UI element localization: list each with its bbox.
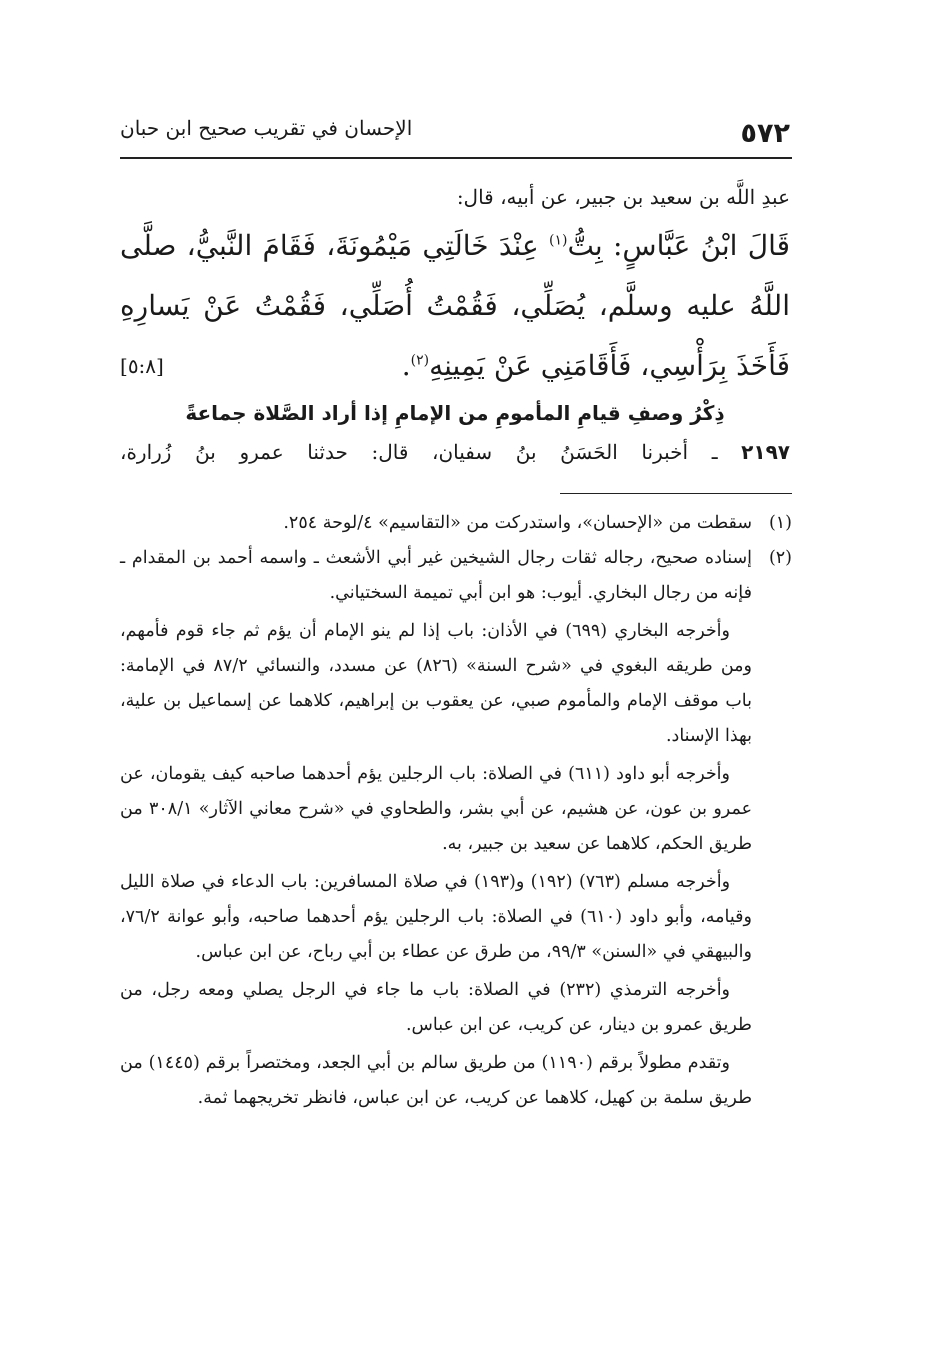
chapter-heading: ذِكْرُ وصفِ قيامِ المأمومِ من الإمامِ إذا أراد الصَّلاة جماعةً xyxy=(185,401,725,425)
chain-of-narration: عبدِ اللَّه بن سعيد بن جبير، عن أبيه، قال: xyxy=(456,185,790,209)
hadith-end: . xyxy=(401,349,411,382)
hadith-text-part2: عِنْدَ خَالَتِي مَيْمُونَةَ، فَقَامَ النَّبيُّ، صلَّى اللَّهُ عليه وسلَّم، يُصَلِّي، فَقُمْتُ أُصَلِّي، فَقُمْتُ عَنْ يَسارِهِ فَأَخَذَ بِرَأْسِي، فَأَقَامَنِي عَنْ يَمِينِهِ xyxy=(120,229,790,382)
main-text xyxy=(120,180,790,474)
hadith-text-part1: قَالَ ابْنُ عَبَّاسٍ: بِتُّ xyxy=(567,229,790,262)
next-hadith xyxy=(120,430,790,474)
hadith-reference: [٥:٨] xyxy=(120,354,164,378)
footnote-marker-2: (٢) xyxy=(768,548,792,568)
footnotes xyxy=(120,506,792,1116)
footnote-ref-2: (٢) xyxy=(410,352,430,369)
footnote-2 xyxy=(120,541,792,1116)
footnote-1-text: سقطت من «الإحسان»، واستدركت من «التقاسيم» ٤/لوحة ٢٥٤. xyxy=(283,513,752,533)
page-header xyxy=(120,112,790,156)
footnote-ref-1: (١) xyxy=(548,232,568,249)
footnote-paragraph: وأخرجه مسلم (٧٦٣) (١٩٢) و(١٩٣) في صلاة المسافرين: باب الدعاء في صلاة الليل وقيامه، وأبو داود (٦١٠) في الصلاة: باب الرجلين يؤم أحدهما صاحبه، وأبو عوانة ٧٦/٢، والبيهقي في «السنن» ٩٩/٣، من طرق عن عطاء بن أبي رباح، عن ابن عباس. xyxy=(120,872,752,962)
footnote-paragraph: إسناده صحيح، رجاله ثقات رجال الشيخين غير أبي الأشعث ـ واسمه أحمد بن المقدام ـ فإنه من رجال البخاري. أيوب: هو ابن أبي تميمة السختياني. xyxy=(120,548,752,603)
hadith-text xyxy=(120,216,790,396)
footnote-paragraph: وتقدم مطولاً برقم (١١٩٠) من طريق سالم بن أبي الجعد، ومختصراً برقم (١٤٤٥) من طريق سلمة بن كهيل، كلاهما عن كريب، عن ابن عباس، فانظر تخريجهما ثمة. xyxy=(120,1053,752,1108)
footnote-paragraph: وأخرجه الترمذي (٢٣٢) في الصلاة: باب ما جاء في الرجل يصلي ومعه رجل، من طريق عمرو بن دينار، عن كريب، عن ابن عباس. xyxy=(120,980,752,1035)
footnote-paragraph: وأخرجه أبو داود (٦١١) في الصلاة: باب الرجلين يؤم أحدهما صاحبه كيف يقومان، عن عمرو بن عون، عن هشيم، عن أبي بشر، والطحاوي في «شرح معاني الآثار» ٣٠٨/١ من طريق الحكم، كلاهما عن سعيد بن جبير، به. xyxy=(120,764,753,854)
footnote-marker-1: (١) xyxy=(768,513,792,533)
footnote-separator xyxy=(560,493,792,494)
hadith-number: ٢١٩٧ xyxy=(741,440,790,464)
footnote-paragraph: وأخرجه البخاري (٦٩٩) في الأذان: باب إذا لم ينو الإمام أن يؤم ثم جاء قوم فأمهم، ومن طريقه البغوي في «شرح السنة» (٨٢٦) عن مسدد، والنسائي ٨٧/٢ في الإمامة: باب موقف الإمام والمأموم صبي، عن يعقوب بن إبراهيم، كلاهما عن إسماعيل بن علية، بهذا الإسناد. xyxy=(120,621,753,746)
page-number: ٥٧٢ xyxy=(740,118,790,149)
footnote-1 xyxy=(120,506,792,541)
running-title: الإحسان في تقريب صحيح ابن حبان xyxy=(120,116,413,140)
header-rule xyxy=(120,157,792,159)
next-hadith-text: ـ أخبرنا الحَسَنُ بنُ سفيان، قال: حدثنا عمرو بنُ زُرارة، xyxy=(120,440,742,464)
